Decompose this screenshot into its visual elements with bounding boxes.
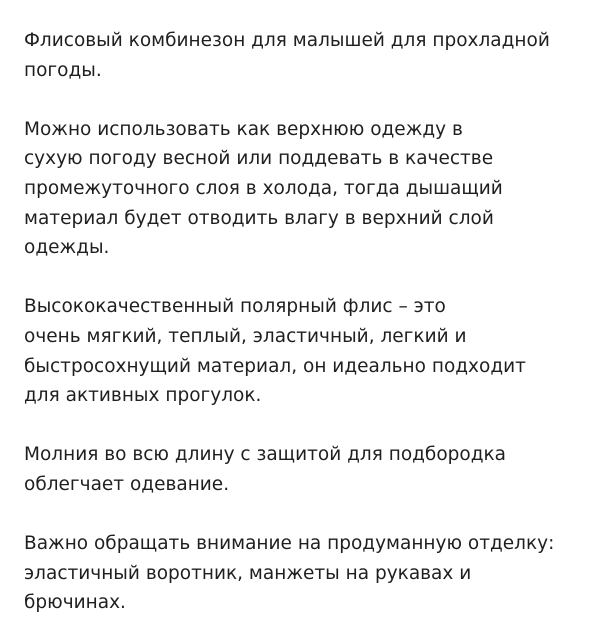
paragraph-line: эластичный воротник, манжеты на рукавах и — [24, 562, 472, 584]
paragraph-line: облегчает одевание. — [24, 473, 230, 495]
paragraph-line: сухую погоду весной или поддевать в качестве — [24, 148, 494, 170]
product-description — [24, 26, 584, 618]
paragraph-line: очень мягкий, теплый, эластичный, легкий и — [24, 325, 467, 347]
description-paragraph-finishing — [24, 529, 584, 618]
paragraph-line: Высококачественный полярный флис – это — [24, 296, 446, 318]
paragraph-line: быстросохнущий материал, он идеально подходит — [24, 355, 526, 377]
paragraph-line: Флисовый комбинезон для малышей для прохладной — [24, 30, 550, 51]
paragraph-line: брючинах. — [24, 592, 126, 614]
paragraph-line: Можно использовать как верхнюю одежду в — [24, 118, 463, 140]
paragraph-line: погоды. — [24, 59, 102, 81]
paragraph-line: одежды. — [24, 237, 110, 259]
description-paragraph-usage — [24, 115, 584, 263]
paragraph-line: промежуточного слоя в холода, тогда дышащий — [24, 177, 503, 199]
description-paragraph-material — [24, 292, 584, 410]
description-paragraph-intro — [24, 26, 584, 85]
description-paragraph-zipper — [24, 440, 584, 499]
paragraph-line: Молния во всю длину с защитой для подбородка — [24, 444, 507, 466]
paragraph-line: Важно обращать внимание на продуманную отделку: — [24, 533, 555, 555]
paragraph-line: для активных прогулок. — [24, 385, 262, 407]
paragraph-line: материал будет отводить влагу в верхний слой — [24, 207, 494, 229]
